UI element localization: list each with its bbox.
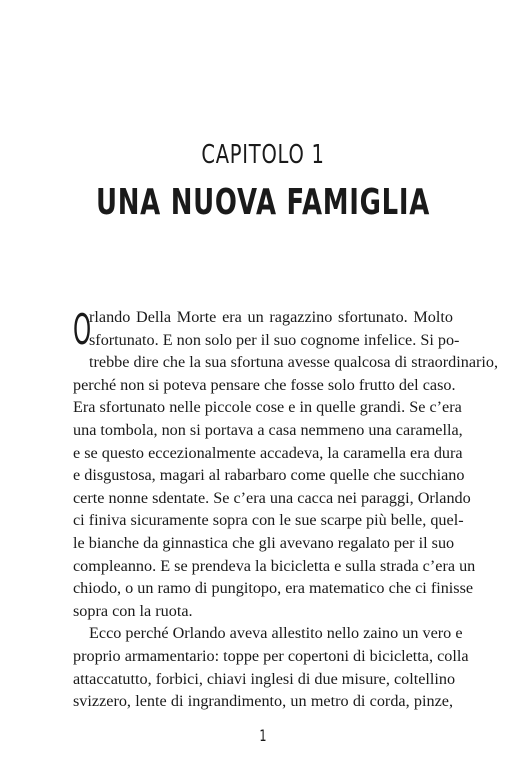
drop-cap: O [73, 305, 92, 354]
text-line: Era sfortunato nelle piccole cose e in quelle grandi. Se c’era [73, 398, 462, 417]
paragraph-2 [73, 622, 469, 712]
text-line: svizzero, lente di ingrandimento, un metro di corda, pinze, [73, 692, 453, 711]
text-line: trebbe dire che la sua sfortuna avesse qualcosa di straordinario, [89, 353, 499, 372]
text-line: attaccatutto, forbici, chiavi inglesi di due misure, coltellino [73, 669, 456, 688]
page-number: 1 [259, 726, 267, 745]
text-line: sfortunato. E non solo per il suo cognome infelice. Si po- [89, 330, 460, 349]
text-line: certe nonne sdentate. Se c’era una cacca nei paraggi, Orlando [73, 488, 471, 507]
text-line: chiodo, o un ramo di pungitopo, era matematico che ci finisse [73, 579, 474, 598]
text-line: Ecco perché Orlando aveva allestito nello zaino un vero e [89, 624, 463, 643]
text-line: e se questo eccezionalmente accadeva, la caramella era dura [73, 443, 463, 462]
text-line: e disgustosa, magari al rabarbaro come quelle che succhiano [73, 466, 465, 485]
text-line: ci finiva sicuramente sopra con le sue scarpe più belle, quel- [73, 511, 464, 530]
body-text [73, 305, 499, 713]
text-line: perché non si poteva pensare che fosse solo frutto del caso. [73, 375, 456, 394]
chapter-label: CAPITOLO 1 [201, 140, 325, 170]
text-line: rlando Della Morte era un ragazzino sfortunato. Molto [89, 308, 453, 326]
text-line: una tombola, non si portava a casa nemmeno una caramella, [73, 420, 463, 439]
text-line: le bianche da ginnastica che gli avevano regalato per il suo [73, 533, 455, 552]
text-line: compleanno. E se prendeva la bicicletta e sulla strada c’era un [73, 556, 476, 575]
chapter-title: UNA NUOVA FAMIGLIA [96, 182, 430, 223]
text-line: proprio armamentario: toppe per copertoni di bicicletta, colla [73, 646, 469, 665]
paragraph-1 [73, 305, 499, 622]
text-line: sopra con la ruota. [73, 601, 193, 620]
